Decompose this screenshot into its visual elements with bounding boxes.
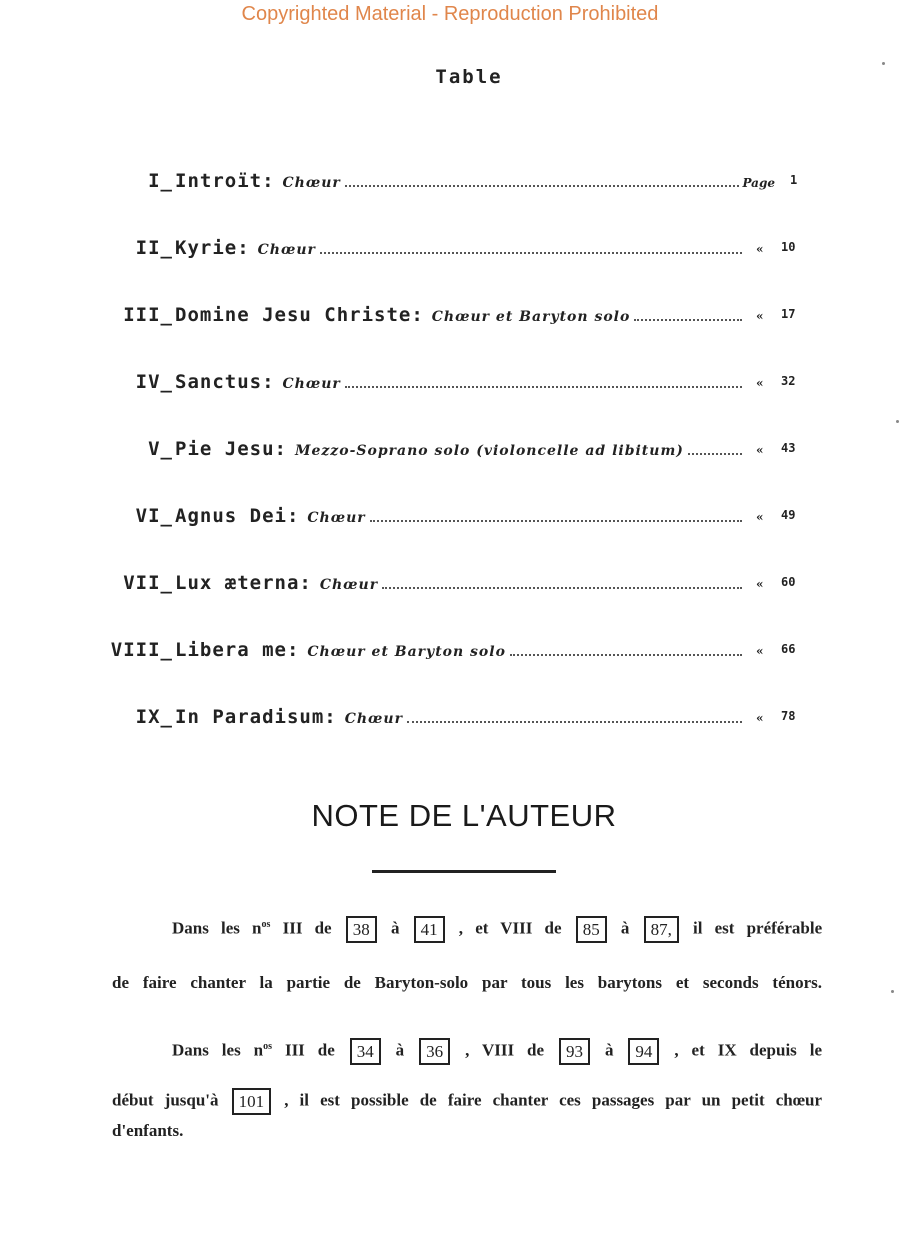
- toc-movement-title: Lux æterna:: [175, 572, 312, 594]
- toc-voicing: Chœur: [307, 510, 366, 526]
- toc-entry-body: [175, 572, 745, 594]
- note-text: Dans les n: [172, 918, 262, 938]
- scan-speck: [896, 420, 899, 423]
- ditto-mark: «: [756, 510, 764, 524]
- paragraph-line: de faire chanter la partie de Baryton-solo par tous les barytons et seconds ténors.: [112, 973, 822, 992]
- toc-number: VII_: [123, 572, 173, 594]
- toc-movement-title: Domine Jesu Christe:: [175, 304, 424, 326]
- page-label: Page: [742, 176, 775, 190]
- toc-page-number: 10: [781, 240, 796, 254]
- toc-entry: [0, 706, 900, 736]
- toc-entry: [0, 170, 900, 200]
- note-text: à: [390, 918, 400, 938]
- toc-voicing: Chœur et Baryton solo: [307, 644, 506, 660]
- rehearsal-number-box: 85: [576, 916, 607, 943]
- toc-number: III_: [123, 304, 173, 326]
- toc-movement-title: Sanctus:: [175, 371, 275, 393]
- toc-entry: [0, 438, 900, 468]
- toc-voicing: Chœur et Baryton solo: [431, 309, 631, 325]
- rehearsal-number-box: 101: [232, 1088, 272, 1115]
- toc-number: I_: [148, 170, 173, 192]
- scan-speck: [882, 62, 885, 65]
- note-text: début jusqu'à: [112, 1090, 219, 1110]
- rehearsal-number-box: 36: [419, 1038, 450, 1065]
- superscript: os: [263, 1040, 272, 1052]
- toc-movement-title: Introït:: [175, 170, 275, 192]
- note-text: , VIII de: [465, 1040, 545, 1060]
- paragraph-line: [112, 1088, 822, 1115]
- note-text: il est préférable: [693, 918, 823, 938]
- toc-entry-body: [175, 237, 745, 259]
- toc-entry-body: [175, 639, 745, 661]
- toc-movement-title: Kyrie:: [175, 237, 250, 259]
- dot-leader: [688, 453, 742, 455]
- toc-movement-title: Agnus Dei:: [175, 505, 300, 527]
- toc-entry-body: [175, 438, 745, 460]
- dot-leader: [345, 386, 742, 388]
- toc-entry: [0, 639, 900, 669]
- dot-leader: [407, 721, 742, 723]
- toc-page-number: 78: [781, 709, 796, 723]
- toc-voicing: Chœur: [344, 711, 403, 727]
- toc-page-number: 43: [781, 441, 796, 455]
- dot-leader: [382, 587, 742, 589]
- toc-voicing: Chœur: [257, 242, 316, 258]
- note-text: à: [395, 1040, 405, 1060]
- ditto-mark: «: [756, 443, 764, 457]
- ditto-mark: «: [756, 309, 764, 323]
- table-title: Table: [435, 66, 503, 88]
- toc-page-number: 49: [781, 508, 796, 522]
- scan-speck: [891, 990, 894, 993]
- toc-entry: [0, 371, 900, 401]
- dot-leader: [370, 520, 742, 522]
- toc-movement-title: In Paradisum:: [175, 706, 337, 728]
- note-text: III de: [282, 918, 332, 938]
- toc-voicing: Chœur: [282, 175, 341, 191]
- toc-voicing: Mezzo-Soprano solo (violoncelle ad libitum): [294, 443, 684, 459]
- note-text: Dans les n: [172, 1040, 264, 1060]
- toc-entry-body: [175, 505, 745, 527]
- rehearsal-number-box: 34: [350, 1038, 381, 1065]
- toc-entry: [0, 304, 900, 334]
- watermark: Copyrighted Material - Reproduction Prohibited: [241, 3, 659, 25]
- note-text: III de: [284, 1040, 335, 1060]
- rehearsal-number-box: 94: [628, 1038, 659, 1065]
- toc-page-number: 60: [781, 575, 796, 589]
- toc-entry-body: [175, 371, 745, 393]
- toc-entry: [0, 572, 900, 602]
- toc-page-number: 1: [790, 173, 798, 187]
- dot-leader: [634, 319, 742, 321]
- toc-movement-title: Pie Jesu:: [175, 438, 287, 460]
- note-text: à: [620, 918, 630, 938]
- toc-page-number: 32: [781, 374, 796, 388]
- note-text: à: [604, 1040, 614, 1060]
- toc-number: II_: [135, 237, 173, 259]
- toc-number: IX_: [135, 706, 173, 728]
- dot-leader: [510, 654, 742, 656]
- ditto-mark: «: [756, 644, 764, 658]
- ditto-mark: «: [756, 577, 764, 591]
- paragraph-line: [172, 916, 822, 943]
- paragraph-line: [172, 1038, 822, 1065]
- toc-number: VIII_: [110, 639, 173, 661]
- title-rule: [372, 870, 556, 873]
- toc-number: VI_: [135, 505, 173, 527]
- toc-entry-body: [175, 304, 745, 326]
- toc-entry-body: [175, 170, 775, 192]
- toc-entry: [0, 505, 900, 535]
- toc-entry: [0, 237, 900, 267]
- note-text: , et VIII de: [458, 918, 562, 938]
- toc-voicing: Chœur: [282, 376, 341, 392]
- rehearsal-number-box: 41: [414, 916, 445, 943]
- rehearsal-number-box: 87,: [644, 916, 679, 943]
- superscript: os: [261, 918, 271, 930]
- ditto-mark: «: [756, 242, 764, 256]
- paragraph-line: d'enfants.: [112, 1121, 184, 1140]
- note-text: , il est possible de faire chanter ces passages par un petit chœur: [284, 1090, 823, 1110]
- toc-movement-title: Libera me:: [175, 639, 300, 661]
- dot-leader: [320, 252, 742, 254]
- ditto-mark: «: [756, 376, 764, 390]
- rehearsal-number-box: 93: [559, 1038, 590, 1065]
- note-title: NOTE DE L'AUTEUR: [311, 798, 617, 833]
- rehearsal-number-box: 38: [346, 916, 377, 943]
- toc-page-number: 17: [781, 307, 796, 321]
- ditto-mark: «: [756, 711, 764, 725]
- note-text: , et IX depuis le: [674, 1040, 823, 1060]
- toc-entry-body: [175, 706, 745, 728]
- dot-leader: [345, 185, 740, 187]
- toc-number: IV_: [135, 371, 173, 393]
- toc-voicing: Chœur: [319, 577, 379, 593]
- toc-page-number: 66: [781, 642, 796, 656]
- toc-number: V_: [148, 438, 173, 460]
